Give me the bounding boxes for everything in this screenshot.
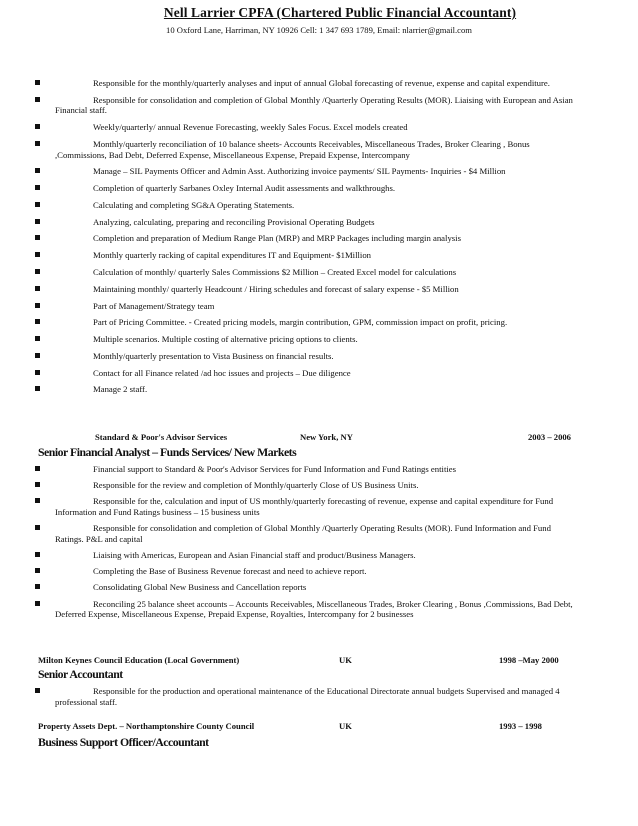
bullet-marker-icon <box>35 235 40 240</box>
bullet-marker-icon <box>35 168 40 173</box>
bullet-marker-icon <box>35 353 40 358</box>
job-title-sp: Senior Financial Analyst – Funds Services/ New Markets <box>38 445 297 459</box>
bullet-item <box>0 351 638 362</box>
bullet-text: Manage – SIL Payments Officer and Admin Asst. Authorizing invoice payments/ SIL Payments- Inquiries - $4 Million <box>93 166 506 177</box>
bullet-text: Part of Management/Strategy team <box>93 300 215 311</box>
bullet-text: Multiple scenarios. Multiple costing of alternative pricing options to clients. <box>93 334 358 345</box>
bullet-item <box>0 217 638 228</box>
job-header-sp <box>38 432 608 444</box>
bullet-text: Weekly/quarterly/ annual Revenue Forecasting, weekly Sales Focus. Excel models created <box>93 122 408 133</box>
bullet-text: Manage 2 staff. <box>93 384 148 395</box>
bullet-text: Analyzing, calculating, preparing and reconciling Provisional Operating Budgets <box>93 216 375 227</box>
bullet-marker-icon <box>35 601 40 606</box>
bullet-marker-icon <box>35 185 40 190</box>
job-location: UK <box>339 721 352 731</box>
bullet-item <box>0 200 638 211</box>
bullet-marker-icon <box>35 202 40 207</box>
job-location: New York, NY <box>300 432 353 442</box>
bullet-marker-icon <box>35 584 40 589</box>
bullet-marker-icon <box>35 80 40 85</box>
bullet-text: Monthly/quarterly presentation to Vista Business on financial results. <box>93 350 334 361</box>
bullet-text: Responsible for the review and completion of Monthly/quarterly Close of US Business Units. <box>93 480 419 491</box>
bullet-marker-icon <box>35 252 40 257</box>
bullet-text: Contact for all Finance related /ad hoc issues and projects – Due diligence <box>93 367 351 378</box>
bullet-item <box>0 480 638 491</box>
bullet-item <box>0 599 638 620</box>
bullet-item <box>0 550 638 561</box>
bullet-marker-icon <box>35 482 40 487</box>
bullet-marker-icon <box>35 386 40 391</box>
bullet-item <box>0 301 638 312</box>
bullet-text: Liaising with Americas, European and Asian Financial staff and product/Business Managers. <box>93 549 416 560</box>
bullet-text: Completion and preparation of Medium Range Plan (MRP) and MRP Packages including margin analysis <box>93 233 461 244</box>
bullet-item <box>0 496 638 517</box>
bullet-text: Calculating and completing SG&A Operating Statements. <box>93 199 295 210</box>
bullet-item <box>0 78 638 89</box>
bullet-text: Completion of quarterly Sarbanes Oxley Internal Audit assessments and walkthroughs. <box>93 183 396 194</box>
responsibilities-list <box>0 78 638 401</box>
bullet-text: Maintaining monthly/ quarterly Headcount / Hiring schedules and forecast of salary expense - $5 Million <box>93 283 459 294</box>
company-name: Milton Keynes Council Education (Local Government) <box>38 655 240 665</box>
bullet-item <box>0 368 638 379</box>
bullet-text: Responsible for the, calculation and input of US monthly/quarterly forecasting of revenue, expense and capital expenditure for Fund Information and Fund Ratings business – 15 business units <box>55 496 554 517</box>
bullet-marker-icon <box>35 568 40 573</box>
bullet-marker-icon <box>35 688 40 693</box>
bullet-item <box>0 233 638 244</box>
bullet-marker-icon <box>35 219 40 224</box>
contact-line: 10 Oxford Lane, Harriman, NY 10926 Cell: 1 347 693 1789, Email: nlarrier@gmail.com <box>166 25 472 35</box>
bullet-text: Responsible for consolidation and completion of Global Monthly /Quarterly Operating Results (MOR). Fund Information and Fund Ratings. P&L and capital <box>55 523 551 544</box>
job-title-mk: Senior Accountant <box>38 667 123 681</box>
bullet-marker-icon <box>35 303 40 308</box>
bullet-text: Responsible for the production and operational maintenance of the Educational Directorate annual budgets Supervised and managed 4 professional staff. <box>55 686 560 707</box>
job-location: UK <box>339 655 352 665</box>
bullet-item <box>0 334 638 345</box>
bullet-item <box>0 95 638 116</box>
bullet-marker-icon <box>35 466 40 471</box>
bullet-marker-icon <box>35 124 40 129</box>
bullet-marker-icon <box>35 286 40 291</box>
mk-responsibilities-list <box>0 686 638 711</box>
bullet-item <box>0 139 638 160</box>
job-header-mk <box>38 655 608 667</box>
job-title-pa: Business Support Officer/Accountant <box>38 735 209 749</box>
bullet-marker-icon <box>35 370 40 375</box>
bullet-item <box>0 464 638 475</box>
company-name: Property Assets Dept. – Northamptonshire County Council <box>38 721 255 731</box>
bullet-text: Completing the Base of Business Revenue forecast and need to achieve report. <box>93 566 367 577</box>
bullet-text: Calculation of monthly/ quarterly Sales Commissions $2 Million – Created Excel model for calculations <box>93 267 457 277</box>
bullet-text: Part of Pricing Committee. - Created pricing models, margin contribution, GPM, commission impact on profit, pricing. <box>93 317 508 328</box>
job-dates: 1993 – 1998 <box>499 721 542 731</box>
bullet-marker-icon <box>35 498 40 503</box>
bullet-item <box>0 183 638 194</box>
job-dates: 1998 –May 2000 <box>499 655 559 665</box>
bullet-marker-icon <box>35 319 40 324</box>
bullet-marker-icon <box>35 141 40 146</box>
bullet-item <box>0 317 638 328</box>
bullet-text: Consolidating Global New Business and Cancellation reports <box>93 582 307 593</box>
bullet-item <box>0 523 638 544</box>
bullet-marker-icon <box>35 269 40 274</box>
job-dates: 2003 – 2006 <box>528 432 571 442</box>
bullet-text: Responsible for the monthly/quarterly analyses and input of annual Global forecasting of revenue, expense and capital expenditure. <box>93 78 550 88</box>
bullet-item <box>0 267 638 278</box>
bullet-item <box>0 566 638 577</box>
bullet-item <box>0 582 638 593</box>
bullet-text: Financial support to Standard & Poor's Advisor Services for Fund Information and Fund Ratings entities <box>93 464 457 474</box>
bullet-item <box>0 250 638 261</box>
bullet-item <box>0 384 638 395</box>
company-name: Standard & Poor's Advisor Services <box>95 432 228 442</box>
bullet-item <box>0 284 638 295</box>
bullet-text: Reconciling 25 balance sheet accounts – Accounts Receivables, Miscellaneous Trades, Broker Clearing , Bonus ,Commissions, Bad Debt, Deferred Expense, Miscellaneous Expense, Prepaid Expense, Royalties, Intercompany for 2 businesses <box>55 598 573 620</box>
bullet-text: Monthly/quarterly reconciliation of 10 balance sheets- Accounts Receivables, Miscellaneous Trades, Broker Clearing , Bonus ,Commissions, Bad Debt, Deferred Expense, Miscellaneous Expense, Prepaid Expense, Intercompany <box>55 138 530 160</box>
bullet-text: Responsible for consolidation and completion of Global Monthly /Quarterly Operating Results (MOR). Liaising with European and Asian Financial staff. <box>55 94 573 116</box>
sp-responsibilities-list <box>0 464 638 625</box>
candidate-name: Nell Larrier CPFA (Chartered Public Financial Accountant) <box>163 5 517 20</box>
bullet-item <box>0 166 638 177</box>
bullet-item <box>0 686 638 707</box>
bullet-item <box>0 122 638 133</box>
bullet-marker-icon <box>35 336 40 341</box>
bullet-marker-icon <box>35 97 40 102</box>
bullet-marker-icon <box>35 552 40 557</box>
job-header-pa <box>38 721 608 733</box>
bullet-marker-icon <box>35 525 40 530</box>
bullet-text: Monthly quarterly racking of capital expenditures IT and Equipment- $1Million <box>93 250 372 261</box>
